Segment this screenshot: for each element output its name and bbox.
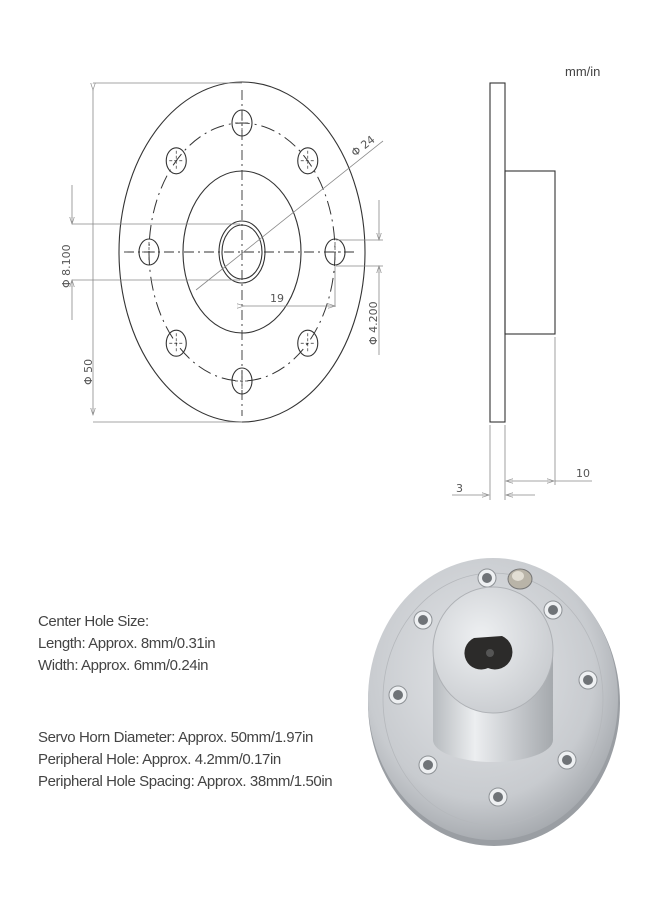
hub-profile xyxy=(505,171,555,334)
side-view xyxy=(452,83,592,500)
spec-line: Width: Approx. 6mm/0.24in xyxy=(38,657,209,674)
thread-bore xyxy=(393,690,403,700)
set-screw xyxy=(508,569,532,589)
dim-outer-diameter: Φ 50 xyxy=(82,358,95,385)
dim-hub-height: 10 xyxy=(576,467,590,480)
dim-center-hole: Φ 8.100 xyxy=(60,244,73,288)
thread-bore xyxy=(548,605,558,615)
hole-centerline xyxy=(235,371,249,391)
thread-bore xyxy=(583,675,593,685)
spec-line: Center Hole Size: xyxy=(38,613,149,630)
dim-hole-radius: 19 xyxy=(270,292,284,305)
spec-line: Peripheral Hole Spacing: Approx. 38mm/1.50in xyxy=(38,773,333,790)
spec-line: Servo Horn Diameter: Approx. 50mm/1.97in xyxy=(38,729,313,746)
units-label: mm/in xyxy=(565,64,601,79)
front-view xyxy=(72,82,383,422)
product-photo xyxy=(368,558,620,846)
spec-line: Peripheral Hole: Approx. 4.2mm/0.17in xyxy=(38,751,281,768)
dimension-specs xyxy=(38,727,332,793)
thread-bore xyxy=(423,760,433,770)
hole-centerline xyxy=(328,242,342,262)
spec-line: Length: Approx. 8mm/0.31in xyxy=(38,635,216,652)
thread-bore xyxy=(482,573,492,583)
thread-bore xyxy=(418,615,428,625)
thread-bore xyxy=(493,792,503,802)
hole-centerline xyxy=(301,151,315,171)
flange-profile xyxy=(490,83,505,422)
dim-peripheral-hole: Φ 4.200 xyxy=(367,301,380,345)
center-hole-specs xyxy=(38,611,215,677)
hole-centerline xyxy=(142,242,156,262)
dim-hub-diameter: Φ 24 xyxy=(348,133,378,160)
thread-bore xyxy=(562,755,572,765)
dim-flange-thickness: 3 xyxy=(456,482,463,495)
hole-centerline xyxy=(235,113,249,133)
